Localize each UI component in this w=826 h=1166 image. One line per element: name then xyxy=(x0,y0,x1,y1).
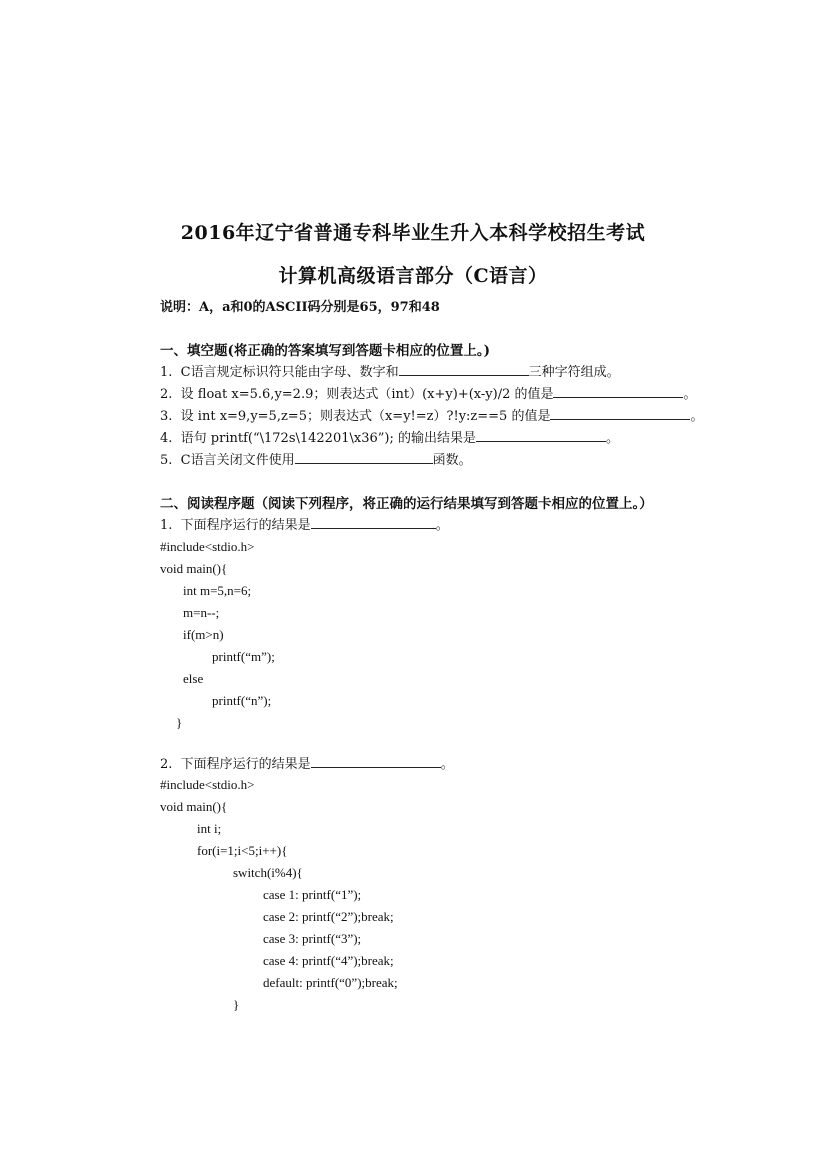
code-line: for(i=1;i<5;i++){ xyxy=(197,843,288,858)
code-line: #include<stdio.h> xyxy=(160,539,255,554)
answer-blank[interactable] xyxy=(295,452,433,464)
code-line: case 4: printf(“4”);break; xyxy=(263,953,394,968)
code-line: void main(){ xyxy=(160,799,228,814)
code-line: m=n--; xyxy=(183,605,220,620)
question-number: 2. xyxy=(160,757,173,772)
question-1-4 xyxy=(160,430,619,445)
question-text: 下面程序运行的结果是 xyxy=(180,757,311,772)
question-text-end: 。 xyxy=(690,409,704,424)
answer-blank[interactable] xyxy=(311,756,441,768)
code-line: int m=5,n=6; xyxy=(183,583,252,598)
code-line: else xyxy=(183,671,204,686)
question-1-3 xyxy=(160,408,703,423)
question-text-end: 函数。 xyxy=(432,453,472,468)
code-line: case 2: printf(“2”);break; xyxy=(263,909,394,924)
page-title: 2016年辽宁省普通专科毕业生升入本科学校招生考试 xyxy=(180,222,646,244)
code-line: case 1: printf(“1”); xyxy=(263,887,362,902)
code-line: int i; xyxy=(197,821,222,836)
question-number: 2. xyxy=(160,387,173,402)
question-number: 5. xyxy=(160,453,173,468)
code-line: } xyxy=(233,997,240,1012)
question-text: C语言规定标识符只能由字母、数字和 xyxy=(180,365,399,380)
question-text-end: 三种字符组成。 xyxy=(528,365,620,380)
code-line: printf(“n”); xyxy=(212,693,272,708)
question-text-end: 。 xyxy=(683,387,697,402)
question-text: 语句 printf(“\172s\142201\x36”); 的输出结果是 xyxy=(180,431,476,446)
code-line: switch(i%4){ xyxy=(233,865,303,880)
section-2-heading: 二、阅读程序题（阅读下列程序，将正确的运行结果填写到答题卡相应的位置上。） xyxy=(160,496,653,512)
code-line: } xyxy=(176,715,183,730)
page-subtitle: 计算机高级语言部分（C语言） xyxy=(278,265,548,287)
question-1-2 xyxy=(160,386,697,401)
answer-blank[interactable] xyxy=(476,430,606,442)
question-2-2 xyxy=(160,756,454,771)
code-line: printf(“m”); xyxy=(212,649,275,664)
question-text: 下面程序运行的结果是 xyxy=(180,518,311,533)
answer-blank[interactable] xyxy=(311,517,436,529)
question-text: C语言关闭文件使用 xyxy=(180,453,295,468)
question-number: 4. xyxy=(160,431,173,446)
answer-blank[interactable] xyxy=(399,364,529,376)
code-line: case 3: printf(“3”); xyxy=(263,931,362,946)
question-text: 设 float x=5.6,y=2.9；则表达式（int）(x+y)+(x-y)/2 的值是 xyxy=(180,387,554,402)
answer-blank[interactable] xyxy=(550,408,690,420)
code-line: void main(){ xyxy=(160,561,228,576)
instruction-note: 说明：A，a和0的ASCII码分别是65，97和48 xyxy=(160,300,440,315)
question-number: 1. xyxy=(160,365,173,380)
code-line: #include<stdio.h> xyxy=(160,777,255,792)
code-line: default: printf(“0”);break; xyxy=(263,975,398,990)
answer-blank[interactable] xyxy=(553,386,683,398)
question-text-end: 。 xyxy=(435,518,449,533)
question-number: 3. xyxy=(160,409,173,424)
question-text: 设 int x=9,y=5,z=5；则表达式（x=y!=z）?!y:z==5 的值是 xyxy=(180,409,551,424)
question-1-5 xyxy=(160,452,472,467)
question-number: 1. xyxy=(160,518,173,533)
question-2-1 xyxy=(160,517,449,532)
section-1-heading: 一、填空题(将正确的答案填写到答题卡相应的位置上。) xyxy=(160,343,491,359)
code-line: if(m>n) xyxy=(183,627,224,642)
question-text-end: 。 xyxy=(440,757,454,772)
question-text-end: 。 xyxy=(605,431,619,446)
question-1-1 xyxy=(160,364,620,379)
